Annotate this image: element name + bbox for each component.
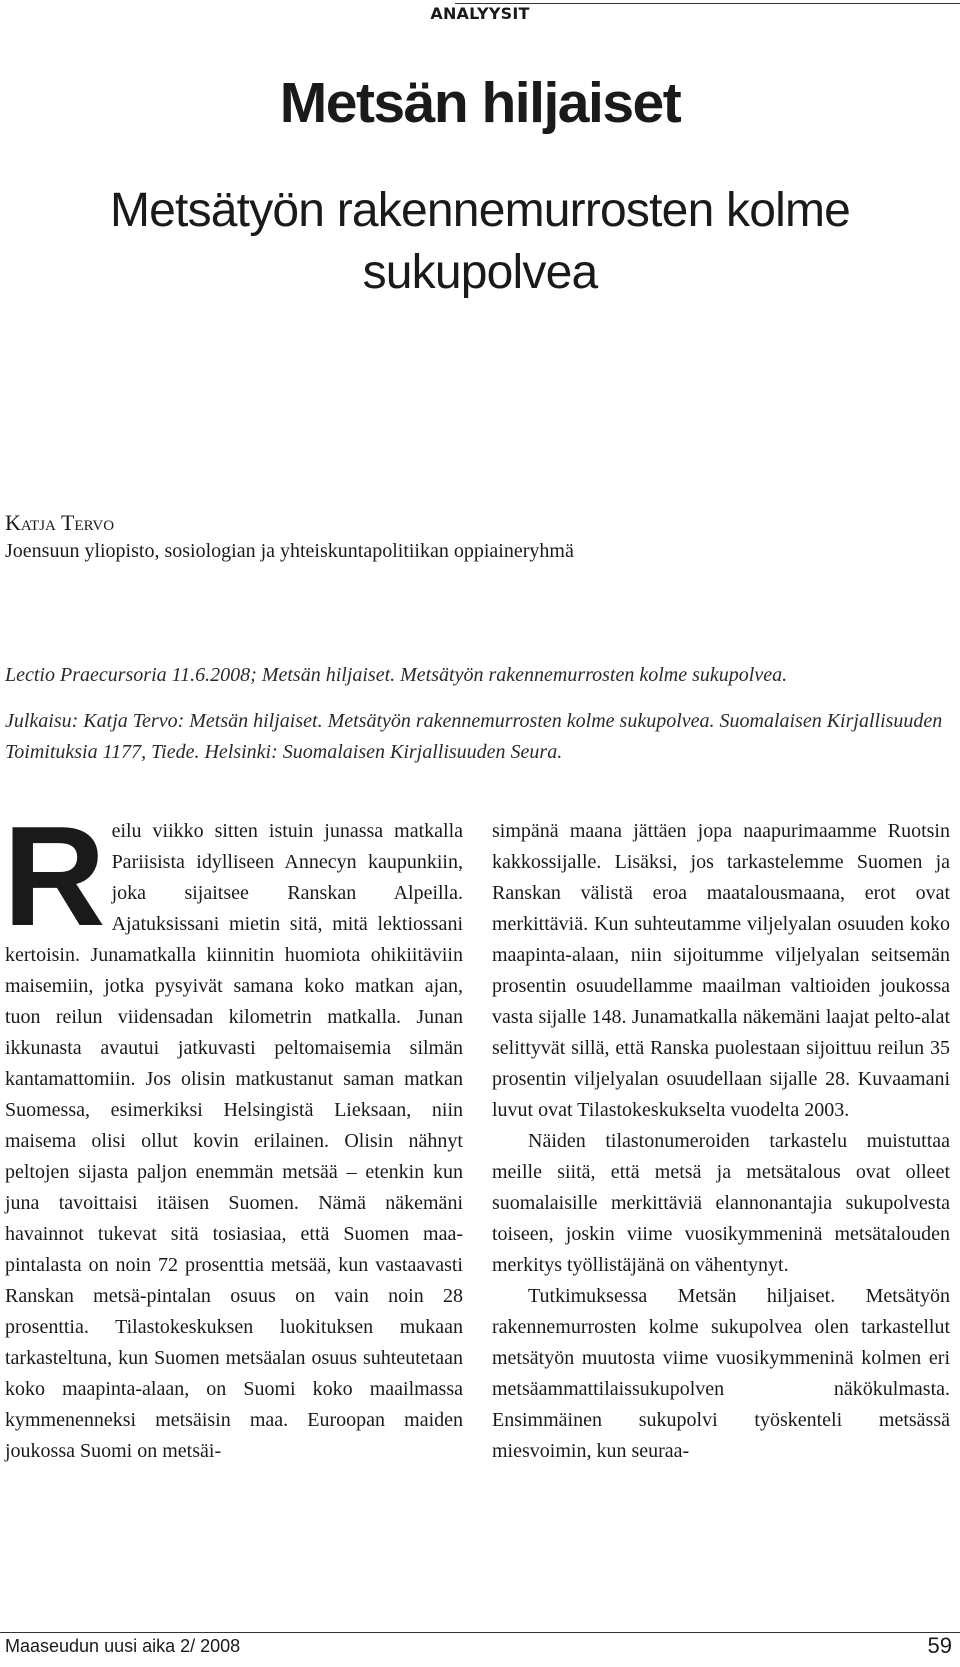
paragraph-4: Tutkimuksessa Metsän hiljaiset. Metsätyön rakennemurrosten kolme sukupolvea olen tarkastellut metsätyön muutosta viime vuosikymmeninä kolmen eri metsäammattilaissukupolven näkökulmasta. Ensimmäinen sukupolvi työskenteli metsässä miesvoimin, kun seuraa- — [492, 1285, 950, 1462]
author-name: Katja Tervo — [5, 510, 115, 535]
drop-cap: R — [3, 797, 106, 956]
body-column-left — [3, 797, 463, 1467]
article-title: Metsän hiljaiset — [279, 71, 681, 135]
paragraph-1: eilu viikko sitten istuin junassa matkalla Pariisista idylliseen Annecyn kaupunkiin, joka sijaitsee Ranskan Alpeilla. Ajatuksissani mietin sitä, mitä lektiossani kertoisin. Junamatkalla kiinnitin huomiota ohikiitäviin maisemiin, jotka pysyivät samana koko matkan ajan, tuon reilun viidensadan kilometrin matkalla. Junan ikkunasta avautui jatkuvasti peltomaisemia silmän kantamattomiin. Jos olisin matkustanut saman matkan Suomessa, esimerkiksi Helsingistä Lieksaan, niin maisema olisi ollut kovin erilainen. Olisin nähnyt peltojen sijasta paljon enemmän metsää – etenkin kun juna tavoittaisi itäisen Suomen. Nämä näkemäni havainnot tukevat sitä tosiasiaa, että Suomen maa-pintalasta on noin 72 prosenttia metsää, kun vastaavasti Ranskan metsä-pintalan osuus on vain noin 28 prosenttia. Tilastokeskuksen luokituksen mukaan tarkasteltuna, kun Suomen metsäalan osuus suhteutetaan koko maapinta-alaan, on Suomi koko maailmassa kymmenenneksi metsäisin maa. Euroopan maiden joukossa Suomi on metsäi- — [5, 820, 463, 1462]
article-subtitle: Metsätyön rakennemurrosten kolme sukupolvea — [109, 184, 851, 299]
journal-name: Maaseudun uusi aika 2/ 2008 — [5, 1636, 241, 1656]
lectio-note: Lectio Praecursoria 11.6.2008; Metsän hiljaiset. Metsätyön rakennemurrosten kolme sukupolvea. — [5, 664, 788, 686]
section-label: ANALYYSIT — [430, 4, 530, 23]
paragraph-2: simpänä maana jättäen jopa naapurimaamme Ruotsin kakkossijalle. Lisäksi, jos tarkastelemme Suomen ja Ranskan välistä eroa maatalousmaana, erot ovat merkittäviä. Kun suhteutamme viljelyalan osuuden koko maapinta-alaan, niin sijoitumme viljelyalan seitsemän prosentin osuudellamme maailman valtioiden joukossa vasta sijalle 148. Junamatkalla näkemäni laajat pelto-alat selittyvät sillä, että Ranska puolestaan sijoittuu reilun 35 prosentin viljelyalan osuudellaan sijalle 28. Kuvaamani luvut ovat Tilastokeskukselta vuodelta 2003. — [492, 820, 950, 1121]
body-column-right — [492, 816, 950, 1467]
footer-rule — [0, 1632, 960, 1633]
publication-note: Julkaisu: Katja Tervo: Metsän hiljaiset. Metsätyön rakennemurrosten kolme sukupolvea. Suomalaisen Kirjallisuuden Toimituksia 1177, Tiede. Helsinki: Suomalaisen Kirjallisuuden Seura. — [5, 710, 943, 763]
paragraph-3: Näiden tilastonumeroiden tarkastelu muistuttaa meille siitä, että metsä ja metsätalous ovat olleet suomalaisille merkittäviä elannonantajia sukupolvesta toiseen, joskin viime vuosikymmeninä metsätalouden merkitys työllistäjänä on vähentynyt. — [492, 1130, 950, 1276]
author-affiliation: Joensuun yliopisto, sosiologian ja yhteiskuntapolitiikan oppiaineryhmä — [5, 540, 574, 562]
page-number: 59 — [927, 1633, 952, 1658]
